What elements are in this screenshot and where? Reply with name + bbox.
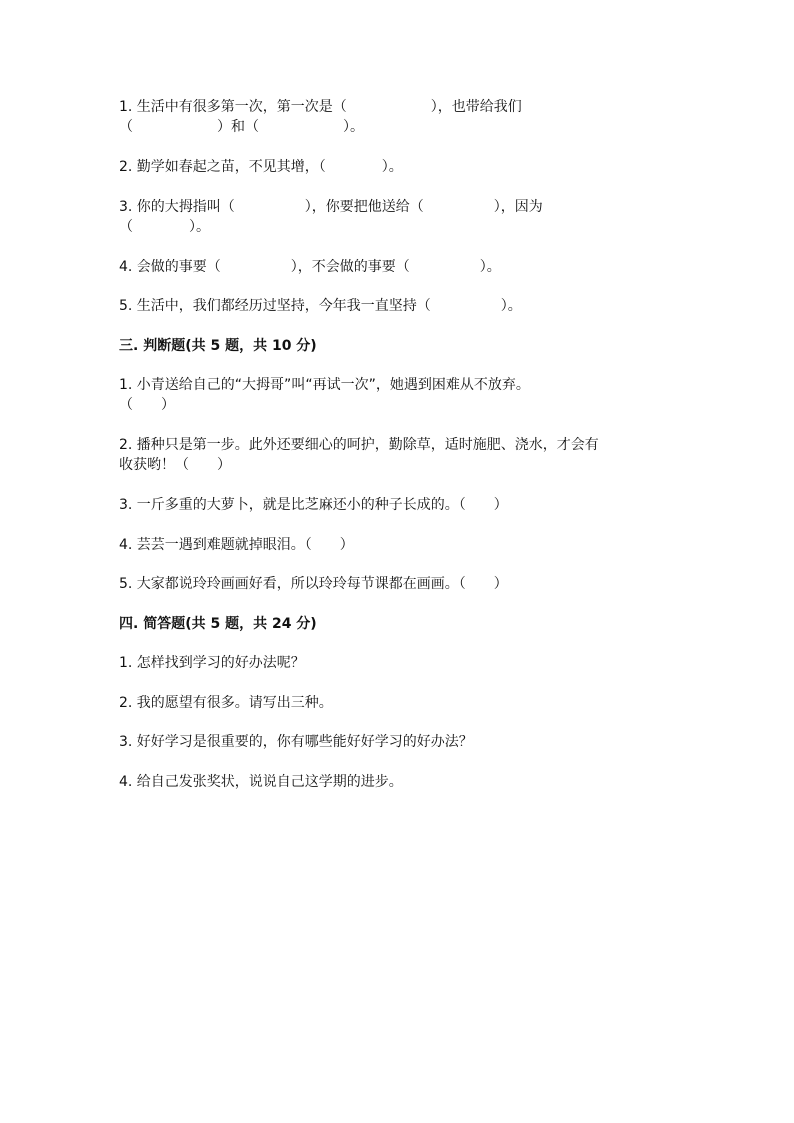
fill-q1-line2: （ ）和（ ）。 xyxy=(119,119,364,135)
short-answer-q2: 2. 我的愿望有很多。请写出三种。 xyxy=(119,695,333,711)
fill-q3-line2: （ ）。 xyxy=(119,219,210,235)
judge-q4-line1: 4. 芸芸一遇到难题就掉眼泪。（ ） xyxy=(119,537,354,553)
judge-q5-line1: 5. 大家都说玲玲画画好看，所以玲玲每节课都在画画。（ ） xyxy=(119,576,508,592)
fill-q3-line1: 3. 你的大拇指叫（ ），你要把他送给（ ），因为 xyxy=(119,199,543,215)
judge-q1-line2: （ ） xyxy=(119,397,175,413)
short-answer-q1: 1. 怎样找到学习的好办法呢？ xyxy=(119,655,305,671)
fill-q2-line1: 2. 勤学如春起之苗，不见其增，（ ）。 xyxy=(119,159,403,175)
judge-q1-line1: 1. 小青送给自己的“大拇哥”叫“再试一次”，她遇到困难从不放弃。 xyxy=(119,377,530,393)
judge-q2-line2: 收获哟！（ ） xyxy=(119,457,231,473)
short-answer-q4: 4. 给自己发张奖状，说说自己这学期的进步。 xyxy=(119,774,403,790)
short-answer-q3: 3. 好好学习是很重要的，你有哪些能好好学习的好办法？ xyxy=(119,734,473,750)
judge-q2-line1: 2. 播种只是第一步。此外还要细心的呵护，勤除草，适时施肥、浇水，才会有 xyxy=(119,437,599,453)
section-3-title: 三. 判断题(共 5 题，共 10 分) xyxy=(119,338,317,354)
section-4-title: 四. 简答题(共 5 题，共 24 分) xyxy=(119,616,317,632)
fill-q4-line1: 4. 会做的事要（ ），不会做的事要（ ）。 xyxy=(119,259,501,275)
fill-q1-line1: 1. 生活中有很多第一次，第一次是（ ），也带给我们 xyxy=(119,99,522,115)
fill-q5-line1: 5. 生活中，我们都经历过坚持，今年我一直坚持（ ）。 xyxy=(119,298,522,314)
judge-q3-line1: 3. 一斤多重的大萝卜，就是比芝麻还小的种子长成的。（ ） xyxy=(119,497,508,513)
